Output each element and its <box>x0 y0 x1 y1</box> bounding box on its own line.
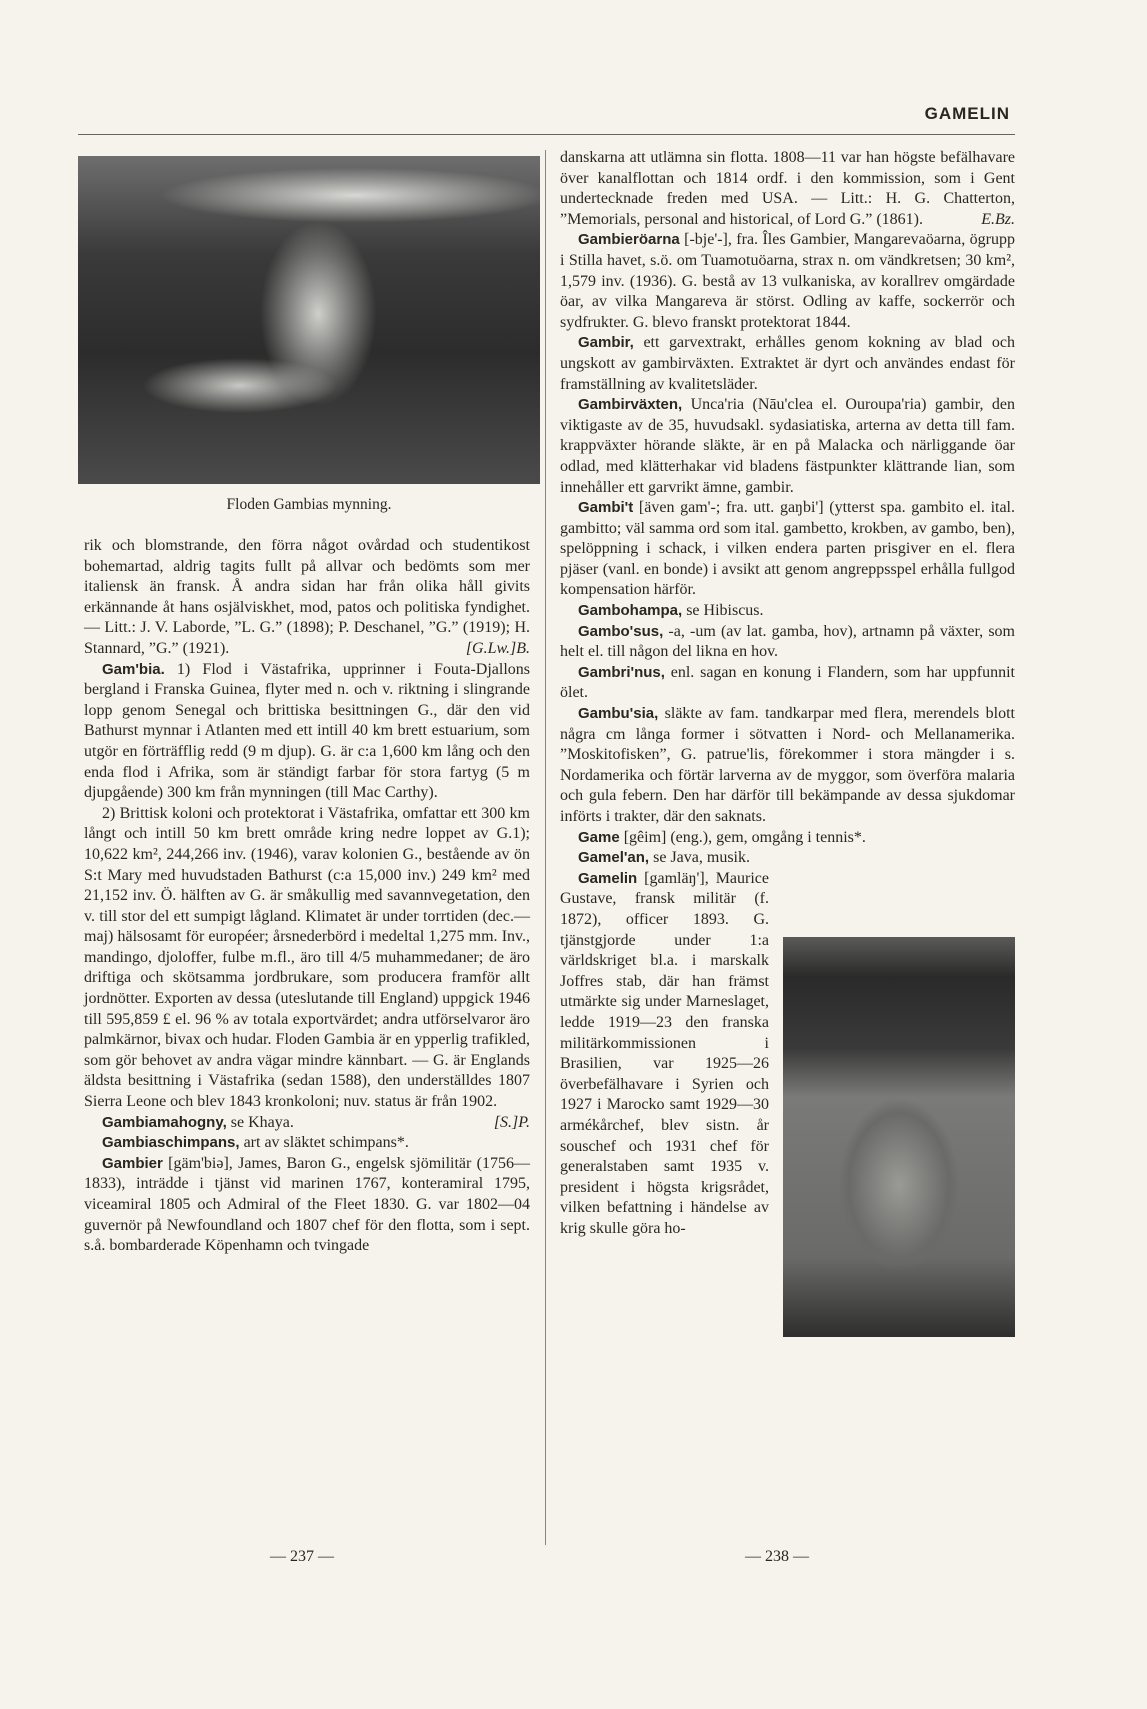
page-number-right: — 238 — <box>745 1548 809 1565</box>
headword: Gambiaschimpans, <box>102 1134 240 1152</box>
headword: Gambir, <box>578 334 634 352</box>
river-mouth-photo <box>78 156 540 484</box>
entry-gambusia <box>560 704 1015 828</box>
headword: Gambo'sus, <box>578 622 664 640</box>
entry-gamelan <box>560 848 1015 869</box>
entry-gambrinus <box>560 663 1015 704</box>
entry-body: danskarna att utlämna sin flotta. 1808—11 var han högste befälhavare över kanalflottan och 1814 ordf. i den kommission, som i Gent undertecknade freden med USA. — Litt.: H. G. Chatterton, ”Memorials, personal and historical, of Lord G.” (1861). <box>560 149 1015 228</box>
gamelin-portrait <box>783 937 1015 1337</box>
entry-body: se Hibiscus. <box>682 602 764 620</box>
headword: Gamelin <box>578 869 638 887</box>
author-signature: [S.]P. <box>493 1113 530 1131</box>
entry-body: enl. sagan en konung i Flandern, som har uppfunnit ölet. <box>560 663 1015 702</box>
entry-gambirvaxten <box>560 395 1015 498</box>
left-column <box>84 536 530 1257</box>
photo-caption: Floden Gambias mynning. <box>226 496 392 513</box>
entry-body: se Java, musik. <box>649 849 750 867</box>
entry-continuation <box>560 148 1015 230</box>
headword: Gambier <box>102 1154 163 1172</box>
entry-body: släkte av fam. tandkarpar med flera, merendels blott några cm långa former i sötvatten i Nord- och Mellanamerika. ”Moskitofisken”, G. patrue'lis, förekommer i stora mängder i s. Nordamerika och förtär larverna av de myggor, som överföra malaria och gula febern. Den har därför till bekämpande av dessa sjukdomar införts i trakter, där den saknats. <box>560 705 1015 825</box>
headword: Gambri'nus, <box>578 663 665 681</box>
header-rule <box>78 134 1015 135</box>
entry-gambosus <box>560 622 1015 663</box>
headword: Gambi't <box>578 499 634 517</box>
entry-body: [även gam'-; fra. utt. gaŋbi'] (ytterst spa. gambito el. ital. gambitto; väl samma ord som ital. gambetto, krokben, av gambo, ben), spelöppning i schack, i vilken endera parten prisgiver en el. flera pjäser (vanl. en bonde) i avsikt att genom angreppsspel erhålla fullgod kompensation härför. <box>560 499 1015 599</box>
headword: Gambieröarna <box>578 231 680 249</box>
right-column <box>560 148 1015 1337</box>
entry-body: art av släktet schimpans*. <box>239 1134 409 1152</box>
entry-body: [-bje'-], fra. Îles Gambier, Mangarevaöarna, ögrupp i Stilla havet, s.ö. om Tuamotuöarna, strax n. om vändkretsen; 30 km², 1,579 inv. (1936). G. bestå av 13 vulkaniska, av korallrev omgärdade öar, av vilka Mangareva är störst. Odling av kaffe, sockerrör och sydfrukter. G. blevo franskt protektorat 1844. <box>560 231 1015 331</box>
entry-gambohampa <box>560 601 1015 622</box>
entry-body: se Khaya. <box>226 1113 294 1131</box>
entry-gambiaschimpans <box>84 1133 530 1154</box>
headword: Game <box>578 828 620 846</box>
entry-gambia <box>84 660 530 804</box>
entry-body: Unca'ria (Nāu'clea el. Ouroupa'ria) gambir, den viktigaste av de 35, huvudsakl. sydasiatiska, arterna av detta till fam. krappväxter hörande släkte, är en på Malacka och närliggande öar odlad, med klätterhakar vid bladens fästpunkter klättrande lian, som innehåller ett garvrikt ämne, gambir. <box>560 396 1015 496</box>
entry-gambir <box>560 333 1015 395</box>
page-number-left: — 237 — <box>270 1548 334 1565</box>
headword: Gambu'sia, <box>578 705 659 723</box>
entry-body: -a, -um (av lat. gamba, hov), artnamn på växter, som helt el. till någon del likna en hov. <box>560 622 1015 661</box>
entry-body: 1) Flod i Västafrika, upprinner i Fouta-Djallons bergland i Franska Guinea, flyter med n. och v. riktning i slingrande lopp genom Senegal och brittiska besittningen G., där den vid Bathurst mynnar i Atlanten med ett intill 40 km brett estuarium, som utgör en förträfflig redd (9 m djup). G. är c:a 1,600 km lång och den enda flod i Afrika, som är ständigt farbar för stora fartyg (5 m djupgående) 300 km från mynningen (till Mac Carthy). <box>84 660 530 802</box>
entry-gambit <box>560 498 1015 601</box>
running-head: GAMELIN <box>924 104 1010 123</box>
headword: Gambirväxten, <box>578 396 683 414</box>
author-signature: E.Bz. <box>981 210 1015 228</box>
headword: Gambohampa, <box>578 602 683 620</box>
entry-body: [gäm'biə], James, Baron G., engelsk sjömilitär (1756—1833), inträdde i tjänst vid marinen 1767, konteramiral 1795, viceamiral 1805 och Admiral of the Fleet 1830. G. var 1802—04 guvernör på Newfoundland och 1807 chef för den flotta, som i sept. s.å. bombarderade Köpenhamn och tvingade <box>84 1154 530 1255</box>
entry-game <box>560 828 1015 849</box>
headword: Gam'bia. <box>102 660 165 678</box>
entry-body: ett garvextrakt, erhålles genom kokning av blad och ungskott av gambirväxten. Extraktet är dyrt och användes endast för framställning av kvalitetsläder. <box>560 334 1015 393</box>
entry-body: [gêim] (eng.), gem, omgång i tennis*. <box>619 828 866 846</box>
author-signature: [G.Lw.]B. <box>465 639 530 657</box>
entry-body: [gamläŋ'], Maurice Gustave, fransk militär (f. 1872), officer 1893. G. tjänstgjorde under 1:a världskriget bl.a. i marskalk Joffres stab, där han främst utmärkte sig under Marneslaget, ledde 1919—23 den franska militärkommissionen i Brasilien, var 1925—26 överbefälhavare i Syrien och 1927 i Marocko samt 1929—30 armékårchef, blev sistn. år souschef och 1931 chef för generalstaben samt 1935 v. president i högsta krigsrådet, vilken befattning i händelse av krig skulle göra ho- <box>560 869 769 1237</box>
headword: Gambiamahogny, <box>102 1113 227 1131</box>
entry-continuation <box>84 536 530 660</box>
headword: Gamel'an, <box>578 849 650 867</box>
column-divider <box>545 150 546 1545</box>
entry-body: rik och blomstrande, den förra något ovårdad och studentikost bohemartad, aldrig tagits fullt på allvar och bedömts som mer italiensk än fransk. Å andra sidan har från olika håll givits erkännande åt hans osjälviskhet, mod, patos och politiska fyndighet. — Litt.: J. V. Laborde, ”L. G.” (1898); P. Deschanel, ”G.” (1919); H. Stannard, ”G.” (1921). <box>84 537 530 657</box>
entry-gamelin <box>560 869 1015 1240</box>
entry-gambierarna <box>560 230 1015 333</box>
entry-body: 2) Brittisk koloni och protektorat i Västafrika, omfattar ett 300 km långt och intill 50 km brett område kring nedre loppet av G.1); 10,622 km², 244,266 inv. (1946), varav kolonien G., bestående av ön S:t Mary med huvudstaden Bathurst (c:a 15,000 inv.) 249 km² med 21,152 inv. Ö. hälften av G. är småkullig med savannvegetation, den v. till stor del ett sumpigt lågland. Klimatet är under torrtiden (dec.—maj) hälsosamt för européer; årsnederbörd i medeltal 1,275 mm. Inv., mandingo, djoloffer, fulbe m.fl., äro till 4/5 muhammedaner; de äro driftiga och skötsamma jordbrukare, som producera framför allt jordnötter. Exporten av dessa (uteslutande till England) uppgick 1946 till 595,859 £ el. 96 % av totala exportvärdet; andra utförselvaror äro palmkärnor, bivax och hudar. Floden Gambia är en ypperlig trafikled, som gör behovet av andra vägar mindre kännbart. — G. är Englands äldsta besittning i Västafrika (sedan 1588), den underställdes 1807 Sierra Leone och blev 1843 kronkoloni; nuv. status är från 1902. <box>84 804 530 1111</box>
entry-gambiamahogny <box>84 1113 530 1134</box>
entry-gambier <box>84 1154 530 1257</box>
